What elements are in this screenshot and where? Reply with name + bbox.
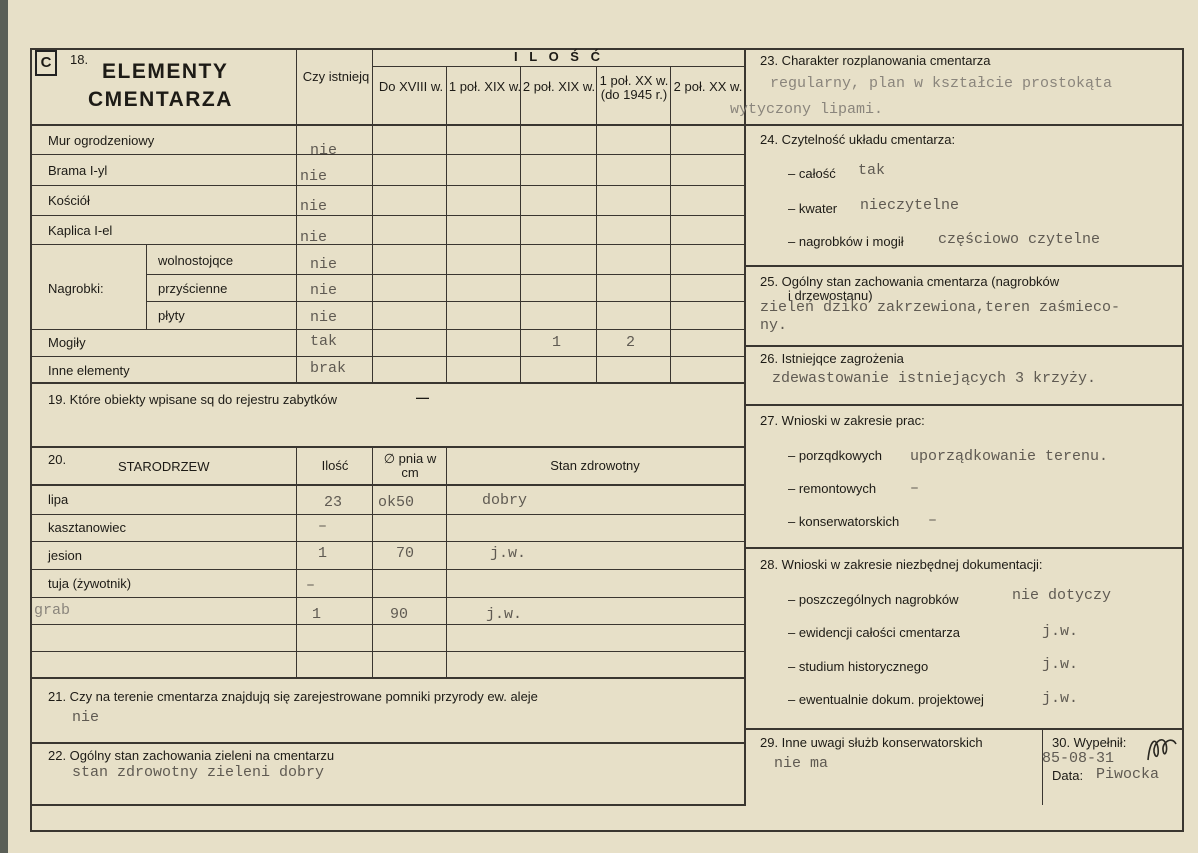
- tree-qty-1: 23: [324, 494, 343, 511]
- s29-value: nie ma: [774, 755, 829, 772]
- s23-bottom: [744, 124, 1184, 126]
- graves-19c-2half: 1: [552, 334, 562, 351]
- tree-qty-4: –: [306, 577, 316, 594]
- tree-qty-2: –: [318, 518, 328, 535]
- frame-left: [30, 48, 32, 831]
- col-line: [446, 66, 447, 382]
- row-line: [30, 382, 744, 384]
- col-line: [372, 446, 373, 678]
- tree-name-2: kasztanowiec: [48, 520, 127, 535]
- s28-bottom: [744, 728, 1184, 730]
- section-letter-stamp: C: [35, 50, 57, 76]
- s25-label-2: i drzewostanu): [788, 288, 873, 303]
- row-line: [30, 329, 744, 330]
- s27-item-1-value: uporządkowanie terenu.: [910, 448, 1109, 465]
- tree-health-1: dobry: [482, 492, 528, 509]
- s22-bottom: [30, 804, 746, 806]
- column-divider: [744, 48, 746, 805]
- exists-church: nie: [300, 198, 328, 215]
- s19-value: —: [416, 390, 429, 405]
- tree-qty-5: 1: [312, 606, 322, 623]
- ilosc-header: I L O Ś Ć: [514, 49, 604, 64]
- s28-label: 28. Wnioski w zakresie niezbędnej dokumentacji:: [760, 557, 1043, 572]
- row-line: [30, 597, 744, 598]
- s30-date: 85-08-31: [1042, 750, 1115, 767]
- s28-item-2-value: j.w.: [1042, 623, 1079, 640]
- s22-label: 22. Ogólny stan zachowania zieleni na cmentarzu: [48, 748, 335, 763]
- period-2-header: 1 poł. XIX w.: [448, 79, 522, 94]
- row-line: [30, 514, 744, 515]
- row-label-freestanding: wolnostojqce: [158, 253, 234, 268]
- col-line: [670, 66, 671, 382]
- graves-20c-1half: 2: [626, 334, 636, 351]
- nagrobki-divider: [146, 244, 147, 330]
- exists-other: brak: [310, 360, 347, 377]
- tree-health-5: j.w.: [486, 606, 523, 623]
- row-line: [146, 274, 744, 275]
- row-label-church: Kościół: [48, 193, 90, 208]
- s28-item-1-label: – poszczególnych nagrobków: [788, 592, 959, 607]
- tree-qty-3: 1: [318, 545, 328, 562]
- s25-line1: zieleń dziko zakrzewiona,teren zaśmieco-: [760, 299, 1121, 316]
- s26-bottom: [744, 404, 1184, 406]
- col-line: [520, 66, 521, 382]
- exists-wall: nie: [310, 142, 338, 159]
- row-label-chapel: Kaplica I-el: [48, 223, 113, 238]
- s20-bottom: [30, 677, 744, 679]
- col-line: [596, 66, 597, 382]
- section-18-header-line: [30, 124, 744, 126]
- exists-slabs: nie: [310, 309, 338, 326]
- exists-chapel: nie: [300, 229, 328, 246]
- s23-line2: wytyczony lipami.: [730, 101, 884, 118]
- row-line: [30, 541, 744, 542]
- tree-name-5: grab: [34, 602, 71, 619]
- row-line: [30, 154, 744, 155]
- s27-item-1-label: – porzqdkowych: [788, 448, 882, 463]
- exists-gate: nie: [300, 168, 328, 185]
- tree-health-3: j.w.: [490, 545, 527, 562]
- s24-item-2-value: nieczytelne: [860, 197, 960, 214]
- s21-label: 21. Czy na terenie cmentarza znajdujq się zarejestrowane pomniki przyrody ew. aleje: [48, 689, 538, 704]
- s28-item-4-value: j.w.: [1042, 690, 1079, 707]
- tree-name-3: jesion: [48, 548, 82, 563]
- tree-diam-5: 90: [390, 606, 409, 623]
- row-label-other: Inne elementy: [48, 363, 130, 378]
- s27-item-2-label: – remontowych: [788, 481, 877, 496]
- s24-item-2-label: – kwater: [788, 201, 838, 216]
- s28-item-3-value: j.w.: [1042, 656, 1079, 673]
- row-line: [146, 301, 744, 302]
- s25-bottom: [744, 345, 1184, 347]
- s20-header-line: [30, 484, 744, 486]
- s21-bottom: [30, 742, 744, 744]
- s23-label: 23. Charakter rozplanowania cmentarza: [760, 53, 991, 68]
- col-exists-header: Czy istniejq: [302, 69, 370, 84]
- s27-item-2-value: –: [910, 480, 920, 497]
- row-label-wall: Mur ogrodzeniowy: [48, 133, 155, 148]
- s28-item-4-label: – ewentualnie dokum. projektowej: [788, 692, 984, 707]
- elements-title-line1: ELEMENTY: [102, 60, 229, 83]
- tree-diam-1: ok50: [378, 494, 415, 511]
- s27-item-3-label: – konserwatorskich: [788, 514, 900, 529]
- s24-bottom: [744, 265, 1184, 267]
- row-line: [30, 651, 744, 652]
- row-line: [30, 624, 744, 625]
- s28-item-1-value: nie dotyczy: [1012, 587, 1112, 604]
- s20-diam-header: ∅ pnia w cm: [383, 451, 437, 480]
- row-label-slabs: płyty: [158, 308, 185, 323]
- frame-bottom: [30, 830, 1184, 832]
- s23-line1: regularny, plan w kształcie prostokąta: [770, 75, 1113, 92]
- tree-name-1: lipa: [48, 492, 69, 507]
- section-18-number: 18.: [70, 52, 89, 67]
- row-line: [30, 185, 744, 186]
- s24-item-1-label: – całość: [788, 166, 836, 181]
- tree-name-4: tuja (żywotnik): [48, 576, 132, 591]
- s19-label: 19. Które obiekty wpisane sq do rejestru zabytków: [48, 392, 338, 407]
- signature-mark: [1144, 730, 1180, 768]
- row-line: [30, 215, 744, 216]
- exists-graves: tak: [310, 333, 338, 350]
- s20-title: STARODRZEW: [118, 459, 210, 474]
- col-line: [446, 446, 447, 678]
- col-line: [296, 446, 297, 678]
- s30-label: 30. Wypełnił:: [1052, 735, 1127, 750]
- s29-label: 29. Inne uwagi służb konserwatorskich: [760, 735, 983, 750]
- exists-freestanding: nie: [310, 256, 338, 273]
- row-label-nagrobki: Nagrobki:: [48, 281, 104, 296]
- s24-item-3-label: – nagrobków i mogił: [788, 234, 904, 249]
- s28-item-2-label: – ewidencji całości cmentarza: [788, 625, 960, 640]
- s19-bottom: [30, 446, 744, 448]
- s20-health-header: Stan zdrowotny: [550, 458, 640, 473]
- ilosc-underline: [372, 66, 744, 67]
- s30-date-label: Data:: [1052, 768, 1084, 783]
- s24-item-1-value: tak: [858, 162, 886, 179]
- s20-qty-header: Ilość: [321, 458, 349, 473]
- exists-wall-mounted: nie: [310, 282, 338, 299]
- frame-right: [1182, 48, 1184, 831]
- period-4-header: 1 poł. XX w. (do 1945 r.): [599, 73, 669, 102]
- s25-label-1: 25. Ogólny stan zachowania cmentarza (nagrobków: [760, 274, 1060, 289]
- row-label-graves: Mogiły: [48, 335, 86, 350]
- s26-label: 26. Istniejqce zagrożenia: [760, 351, 904, 366]
- period-1-header: Do XVIII w.: [378, 79, 444, 94]
- s24-item-3-value: częściowo czytelne: [938, 231, 1101, 248]
- row-line: [30, 356, 744, 357]
- s22-value: stan zdrowotny zieleni dobry: [72, 764, 325, 781]
- row-line: [30, 569, 744, 570]
- inventory-card: [8, 0, 1198, 853]
- s30-name: Piwocka: [1096, 766, 1160, 783]
- row-line: [30, 244, 744, 245]
- s27-item-3-value: –: [928, 512, 938, 529]
- s21-value: nie: [72, 709, 100, 726]
- s27-bottom: [744, 547, 1184, 549]
- s27-label: 27. Wnioski w zakresie prac:: [760, 413, 925, 428]
- elements-title-line2: CMENTARZA: [88, 88, 233, 111]
- tree-diam-3: 70: [396, 545, 415, 562]
- s26-value: zdewastowanie istniejących 3 krzyży.: [772, 370, 1097, 387]
- s24-label: 24. Czytelność układu cmentarza:: [760, 132, 956, 147]
- period-5-header: 2 poł. XX w.: [673, 79, 743, 94]
- s25-line2: ny.: [760, 317, 788, 334]
- s20-number: 20.: [48, 452, 67, 467]
- row-label-gate: Brama I-yl: [48, 163, 108, 178]
- s28-item-3-label: – studium historycznego: [788, 659, 929, 674]
- row-label-wall-mounted: przyścienne: [158, 281, 228, 296]
- period-3-header: 2 poł. XIX w.: [522, 79, 596, 94]
